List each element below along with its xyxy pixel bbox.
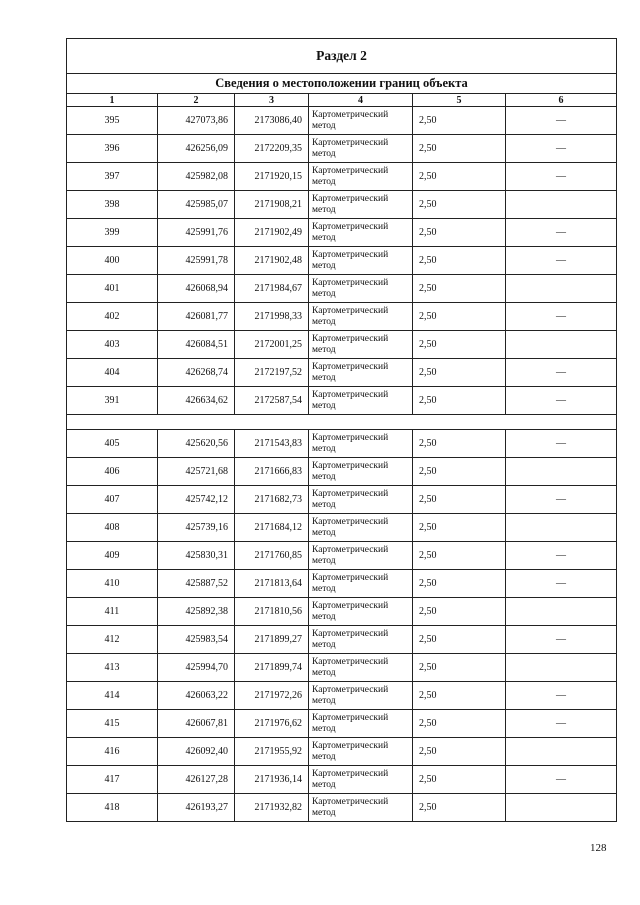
section-title-row	[67, 39, 617, 74]
method-line: Картометрический	[312, 109, 389, 120]
coordinate-y: 2171902,48	[235, 247, 309, 275]
method-line: Картометрический	[312, 137, 389, 148]
point-number: 399	[67, 219, 158, 247]
note-cell	[506, 626, 617, 654]
method-cell	[309, 387, 413, 415]
method-cell	[309, 331, 413, 359]
accuracy: 2,50	[413, 542, 506, 570]
accuracy: 2,50	[413, 738, 506, 766]
dash-mark: —	[556, 494, 567, 505]
method-line: Картометрический	[312, 221, 389, 232]
note-cell	[506, 542, 617, 570]
accuracy: 2,50	[413, 219, 506, 247]
column-header: 6	[506, 94, 617, 107]
method-cell	[309, 570, 413, 598]
method-line: Картометрический	[312, 305, 389, 316]
column-header-row	[67, 94, 617, 107]
note-cell	[506, 247, 617, 275]
coordinate-y: 2171972,26	[235, 682, 309, 710]
coordinate-x: 425983,54	[158, 626, 235, 654]
method-line: метод	[312, 555, 336, 566]
method-line: метод	[312, 344, 336, 355]
point-number: 398	[67, 191, 158, 219]
point-number: 413	[67, 654, 158, 682]
table-row	[67, 626, 617, 654]
point-number: 410	[67, 570, 158, 598]
method-cell	[309, 303, 413, 331]
coordinate-y: 2171998,33	[235, 303, 309, 331]
method-line: метод	[312, 471, 336, 482]
method-cell	[309, 486, 413, 514]
dash-mark: —	[556, 143, 567, 154]
table-row	[67, 766, 617, 794]
coordinate-y: 2171682,73	[235, 486, 309, 514]
note-cell	[506, 359, 617, 387]
column-header: 4	[309, 94, 413, 107]
method-line: метод	[312, 232, 336, 243]
note-cell	[506, 107, 617, 135]
coordinate-x: 425620,56	[158, 430, 235, 458]
dash-mark: —	[556, 438, 567, 449]
coordinate-x: 425994,70	[158, 654, 235, 682]
table-row	[67, 275, 617, 303]
accuracy: 2,50	[413, 794, 506, 822]
accuracy: 2,50	[413, 626, 506, 654]
method-line: Картометрический	[312, 544, 389, 555]
method-cell	[309, 275, 413, 303]
coordinate-y: 2171684,12	[235, 514, 309, 542]
method-line: метод	[312, 751, 336, 762]
method-line: Картометрический	[312, 768, 389, 779]
table-body	[67, 39, 617, 822]
method-line: Картометрический	[312, 712, 389, 723]
point-number: 395	[67, 107, 158, 135]
note-cell	[506, 598, 617, 626]
coordinate-y: 2171902,49	[235, 219, 309, 247]
method-line: метод	[312, 639, 336, 650]
method-line: метод	[312, 611, 336, 622]
coordinate-x: 426084,51	[158, 331, 235, 359]
method-line: Картометрический	[312, 432, 389, 443]
coordinate-y: 2171666,83	[235, 458, 309, 486]
point-number: 400	[67, 247, 158, 275]
method-line: Картометрический	[312, 193, 389, 204]
table-row	[67, 486, 617, 514]
accuracy: 2,50	[413, 303, 506, 331]
method-line: Картометрический	[312, 600, 389, 611]
page-number: 128	[590, 842, 607, 854]
table-row	[67, 794, 617, 822]
coordinate-x: 425991,76	[158, 219, 235, 247]
note-cell	[506, 430, 617, 458]
note-cell	[506, 163, 617, 191]
table-row	[67, 738, 617, 766]
dash-mark: —	[556, 115, 567, 126]
note-cell	[506, 135, 617, 163]
accuracy: 2,50	[413, 191, 506, 219]
point-number: 406	[67, 458, 158, 486]
table-row	[67, 247, 617, 275]
document-page	[66, 38, 616, 822]
accuracy: 2,50	[413, 458, 506, 486]
method-line: Картометрический	[312, 488, 389, 499]
dash-mark: —	[556, 718, 567, 729]
coordinate-x: 426081,77	[158, 303, 235, 331]
method-line: метод	[312, 723, 336, 734]
dash-mark: —	[556, 171, 567, 182]
point-number: 415	[67, 710, 158, 738]
coordinate-y: 2172001,25	[235, 331, 309, 359]
note-cell	[506, 682, 617, 710]
method-cell	[309, 654, 413, 682]
method-cell	[309, 766, 413, 794]
coordinate-y: 2171936,14	[235, 766, 309, 794]
dash-mark: —	[556, 550, 567, 561]
method-line: Картометрический	[312, 516, 389, 527]
coordinate-x: 425892,38	[158, 598, 235, 626]
accuracy: 2,50	[413, 710, 506, 738]
dash-mark: —	[556, 255, 567, 266]
accuracy: 2,50	[413, 598, 506, 626]
table-row	[67, 359, 617, 387]
coordinate-y: 2171899,74	[235, 654, 309, 682]
method-cell	[309, 710, 413, 738]
method-line: Картометрический	[312, 796, 389, 807]
method-line: Картометрический	[312, 572, 389, 583]
method-line: Картометрический	[312, 277, 389, 288]
point-number: 408	[67, 514, 158, 542]
table-row	[67, 387, 617, 415]
coordinate-x: 426256,09	[158, 135, 235, 163]
coordinate-x: 425721,68	[158, 458, 235, 486]
note-cell	[506, 303, 617, 331]
note-cell	[506, 766, 617, 794]
table-row	[67, 135, 617, 163]
accuracy: 2,50	[413, 570, 506, 598]
point-number: 402	[67, 303, 158, 331]
point-number: 404	[67, 359, 158, 387]
column-header: 5	[413, 94, 506, 107]
section-subtitle: Сведения о местоположении границ объекта	[67, 74, 617, 94]
method-line: метод	[312, 120, 336, 131]
method-line: метод	[312, 807, 336, 818]
method-cell	[309, 219, 413, 247]
coordinate-x: 425991,78	[158, 247, 235, 275]
table-row	[67, 331, 617, 359]
method-line: метод	[312, 316, 336, 327]
coordinate-x: 426268,74	[158, 359, 235, 387]
method-cell	[309, 247, 413, 275]
coordinate-y: 2171543,83	[235, 430, 309, 458]
method-cell	[309, 163, 413, 191]
method-line: Картометрический	[312, 333, 389, 344]
coordinate-y: 2171813,64	[235, 570, 309, 598]
accuracy: 2,50	[413, 275, 506, 303]
table-row	[67, 107, 617, 135]
method-cell	[309, 107, 413, 135]
coordinate-x: 426193,27	[158, 794, 235, 822]
method-cell	[309, 191, 413, 219]
note-cell	[506, 387, 617, 415]
method-line: Картометрический	[312, 165, 389, 176]
coordinate-y: 2172209,35	[235, 135, 309, 163]
method-cell	[309, 135, 413, 163]
dash-mark: —	[556, 395, 567, 406]
method-line: Картометрический	[312, 656, 389, 667]
point-number: 417	[67, 766, 158, 794]
method-line: Картометрический	[312, 361, 389, 372]
method-line: метод	[312, 443, 336, 454]
table-row	[67, 654, 617, 682]
point-number: 397	[67, 163, 158, 191]
method-line: метод	[312, 499, 336, 510]
coordinate-x: 426067,81	[158, 710, 235, 738]
column-header: 1	[67, 94, 158, 107]
table-row	[67, 430, 617, 458]
coordinate-y: 2171908,21	[235, 191, 309, 219]
coordinate-y: 2173086,40	[235, 107, 309, 135]
method-line: Картометрический	[312, 740, 389, 751]
method-line: метод	[312, 527, 336, 538]
point-number: 414	[67, 682, 158, 710]
table-row	[67, 303, 617, 331]
dash-mark: —	[556, 774, 567, 785]
point-number: 412	[67, 626, 158, 654]
coordinate-x: 426634,62	[158, 387, 235, 415]
coordinate-x: 426127,28	[158, 766, 235, 794]
column-header: 2	[158, 94, 235, 107]
dash-mark: —	[556, 690, 567, 701]
method-cell	[309, 359, 413, 387]
table-row	[67, 514, 617, 542]
method-line: метод	[312, 176, 336, 187]
note-cell	[506, 275, 617, 303]
coordinate-y: 2171899,27	[235, 626, 309, 654]
method-line: Картометрический	[312, 389, 389, 400]
method-line: метод	[312, 695, 336, 706]
dash-mark: —	[556, 367, 567, 378]
dash-mark: —	[556, 311, 567, 322]
method-line: метод	[312, 583, 336, 594]
coordinate-x: 427073,86	[158, 107, 235, 135]
table-row	[67, 542, 617, 570]
method-cell	[309, 514, 413, 542]
boundary-table	[66, 38, 617, 822]
method-cell	[309, 682, 413, 710]
coordinate-y: 2171810,56	[235, 598, 309, 626]
method-line: Картометрический	[312, 684, 389, 695]
point-number: 409	[67, 542, 158, 570]
method-cell	[309, 794, 413, 822]
coordinate-y: 2171976,62	[235, 710, 309, 738]
coordinate-y: 2172587,54	[235, 387, 309, 415]
accuracy: 2,50	[413, 514, 506, 542]
method-cell	[309, 430, 413, 458]
note-cell	[506, 654, 617, 682]
section-subtitle-row	[67, 74, 617, 94]
column-header: 3	[235, 94, 309, 107]
note-cell	[506, 738, 617, 766]
coordinate-y: 2171955,92	[235, 738, 309, 766]
point-number: 411	[67, 598, 158, 626]
accuracy: 2,50	[413, 654, 506, 682]
note-cell	[506, 710, 617, 738]
method-line: метод	[312, 400, 336, 411]
contour-separator-row	[67, 415, 617, 430]
point-number: 391	[67, 387, 158, 415]
method-cell	[309, 626, 413, 654]
method-line: Картометрический	[312, 249, 389, 260]
coordinate-x: 425742,12	[158, 486, 235, 514]
coordinate-x: 425887,52	[158, 570, 235, 598]
point-number: 407	[67, 486, 158, 514]
point-number: 396	[67, 135, 158, 163]
coordinate-x: 425739,16	[158, 514, 235, 542]
note-cell	[506, 570, 617, 598]
method-line: метод	[312, 372, 336, 383]
coordinate-y: 2172197,52	[235, 359, 309, 387]
method-cell	[309, 458, 413, 486]
method-cell	[309, 542, 413, 570]
coordinate-y: 2171760,85	[235, 542, 309, 570]
table-row	[67, 163, 617, 191]
method-line: метод	[312, 204, 336, 215]
method-cell	[309, 738, 413, 766]
note-cell	[506, 514, 617, 542]
coordinate-x: 426068,94	[158, 275, 235, 303]
method-line: метод	[312, 667, 336, 678]
method-line: метод	[312, 779, 336, 790]
table-row	[67, 458, 617, 486]
coordinate-x: 425830,31	[158, 542, 235, 570]
table-row	[67, 598, 617, 626]
accuracy: 2,50	[413, 766, 506, 794]
table-row	[67, 191, 617, 219]
accuracy: 2,50	[413, 331, 506, 359]
accuracy: 2,50	[413, 682, 506, 710]
method-line: метод	[312, 260, 336, 271]
dash-mark: —	[556, 578, 567, 589]
method-line: метод	[312, 148, 336, 159]
point-number: 403	[67, 331, 158, 359]
note-cell	[506, 219, 617, 247]
table-row	[67, 682, 617, 710]
note-cell	[506, 486, 617, 514]
coordinate-y: 2171920,15	[235, 163, 309, 191]
accuracy: 2,50	[413, 387, 506, 415]
separator-cell	[67, 415, 617, 430]
method-cell	[309, 598, 413, 626]
point-number: 418	[67, 794, 158, 822]
accuracy: 2,50	[413, 486, 506, 514]
coordinate-x: 426092,40	[158, 738, 235, 766]
method-line: Картометрический	[312, 628, 389, 639]
section-title: Раздел 2	[67, 39, 617, 74]
dash-mark: —	[556, 634, 567, 645]
coordinate-y: 2171984,67	[235, 275, 309, 303]
coordinate-x: 425985,07	[158, 191, 235, 219]
accuracy: 2,50	[413, 247, 506, 275]
method-line: метод	[312, 288, 336, 299]
point-number: 416	[67, 738, 158, 766]
coordinate-x: 425982,08	[158, 163, 235, 191]
accuracy: 2,50	[413, 359, 506, 387]
dash-mark: —	[556, 227, 567, 238]
accuracy: 2,50	[413, 107, 506, 135]
table-row	[67, 710, 617, 738]
accuracy: 2,50	[413, 135, 506, 163]
note-cell	[506, 191, 617, 219]
coordinate-x: 426063,22	[158, 682, 235, 710]
accuracy: 2,50	[413, 163, 506, 191]
table-row	[67, 570, 617, 598]
point-number: 401	[67, 275, 158, 303]
table-row	[67, 219, 617, 247]
point-number: 405	[67, 430, 158, 458]
note-cell	[506, 458, 617, 486]
note-cell	[506, 794, 617, 822]
method-line: Картометрический	[312, 460, 389, 471]
coordinate-y: 2171932,82	[235, 794, 309, 822]
note-cell	[506, 331, 617, 359]
accuracy: 2,50	[413, 430, 506, 458]
